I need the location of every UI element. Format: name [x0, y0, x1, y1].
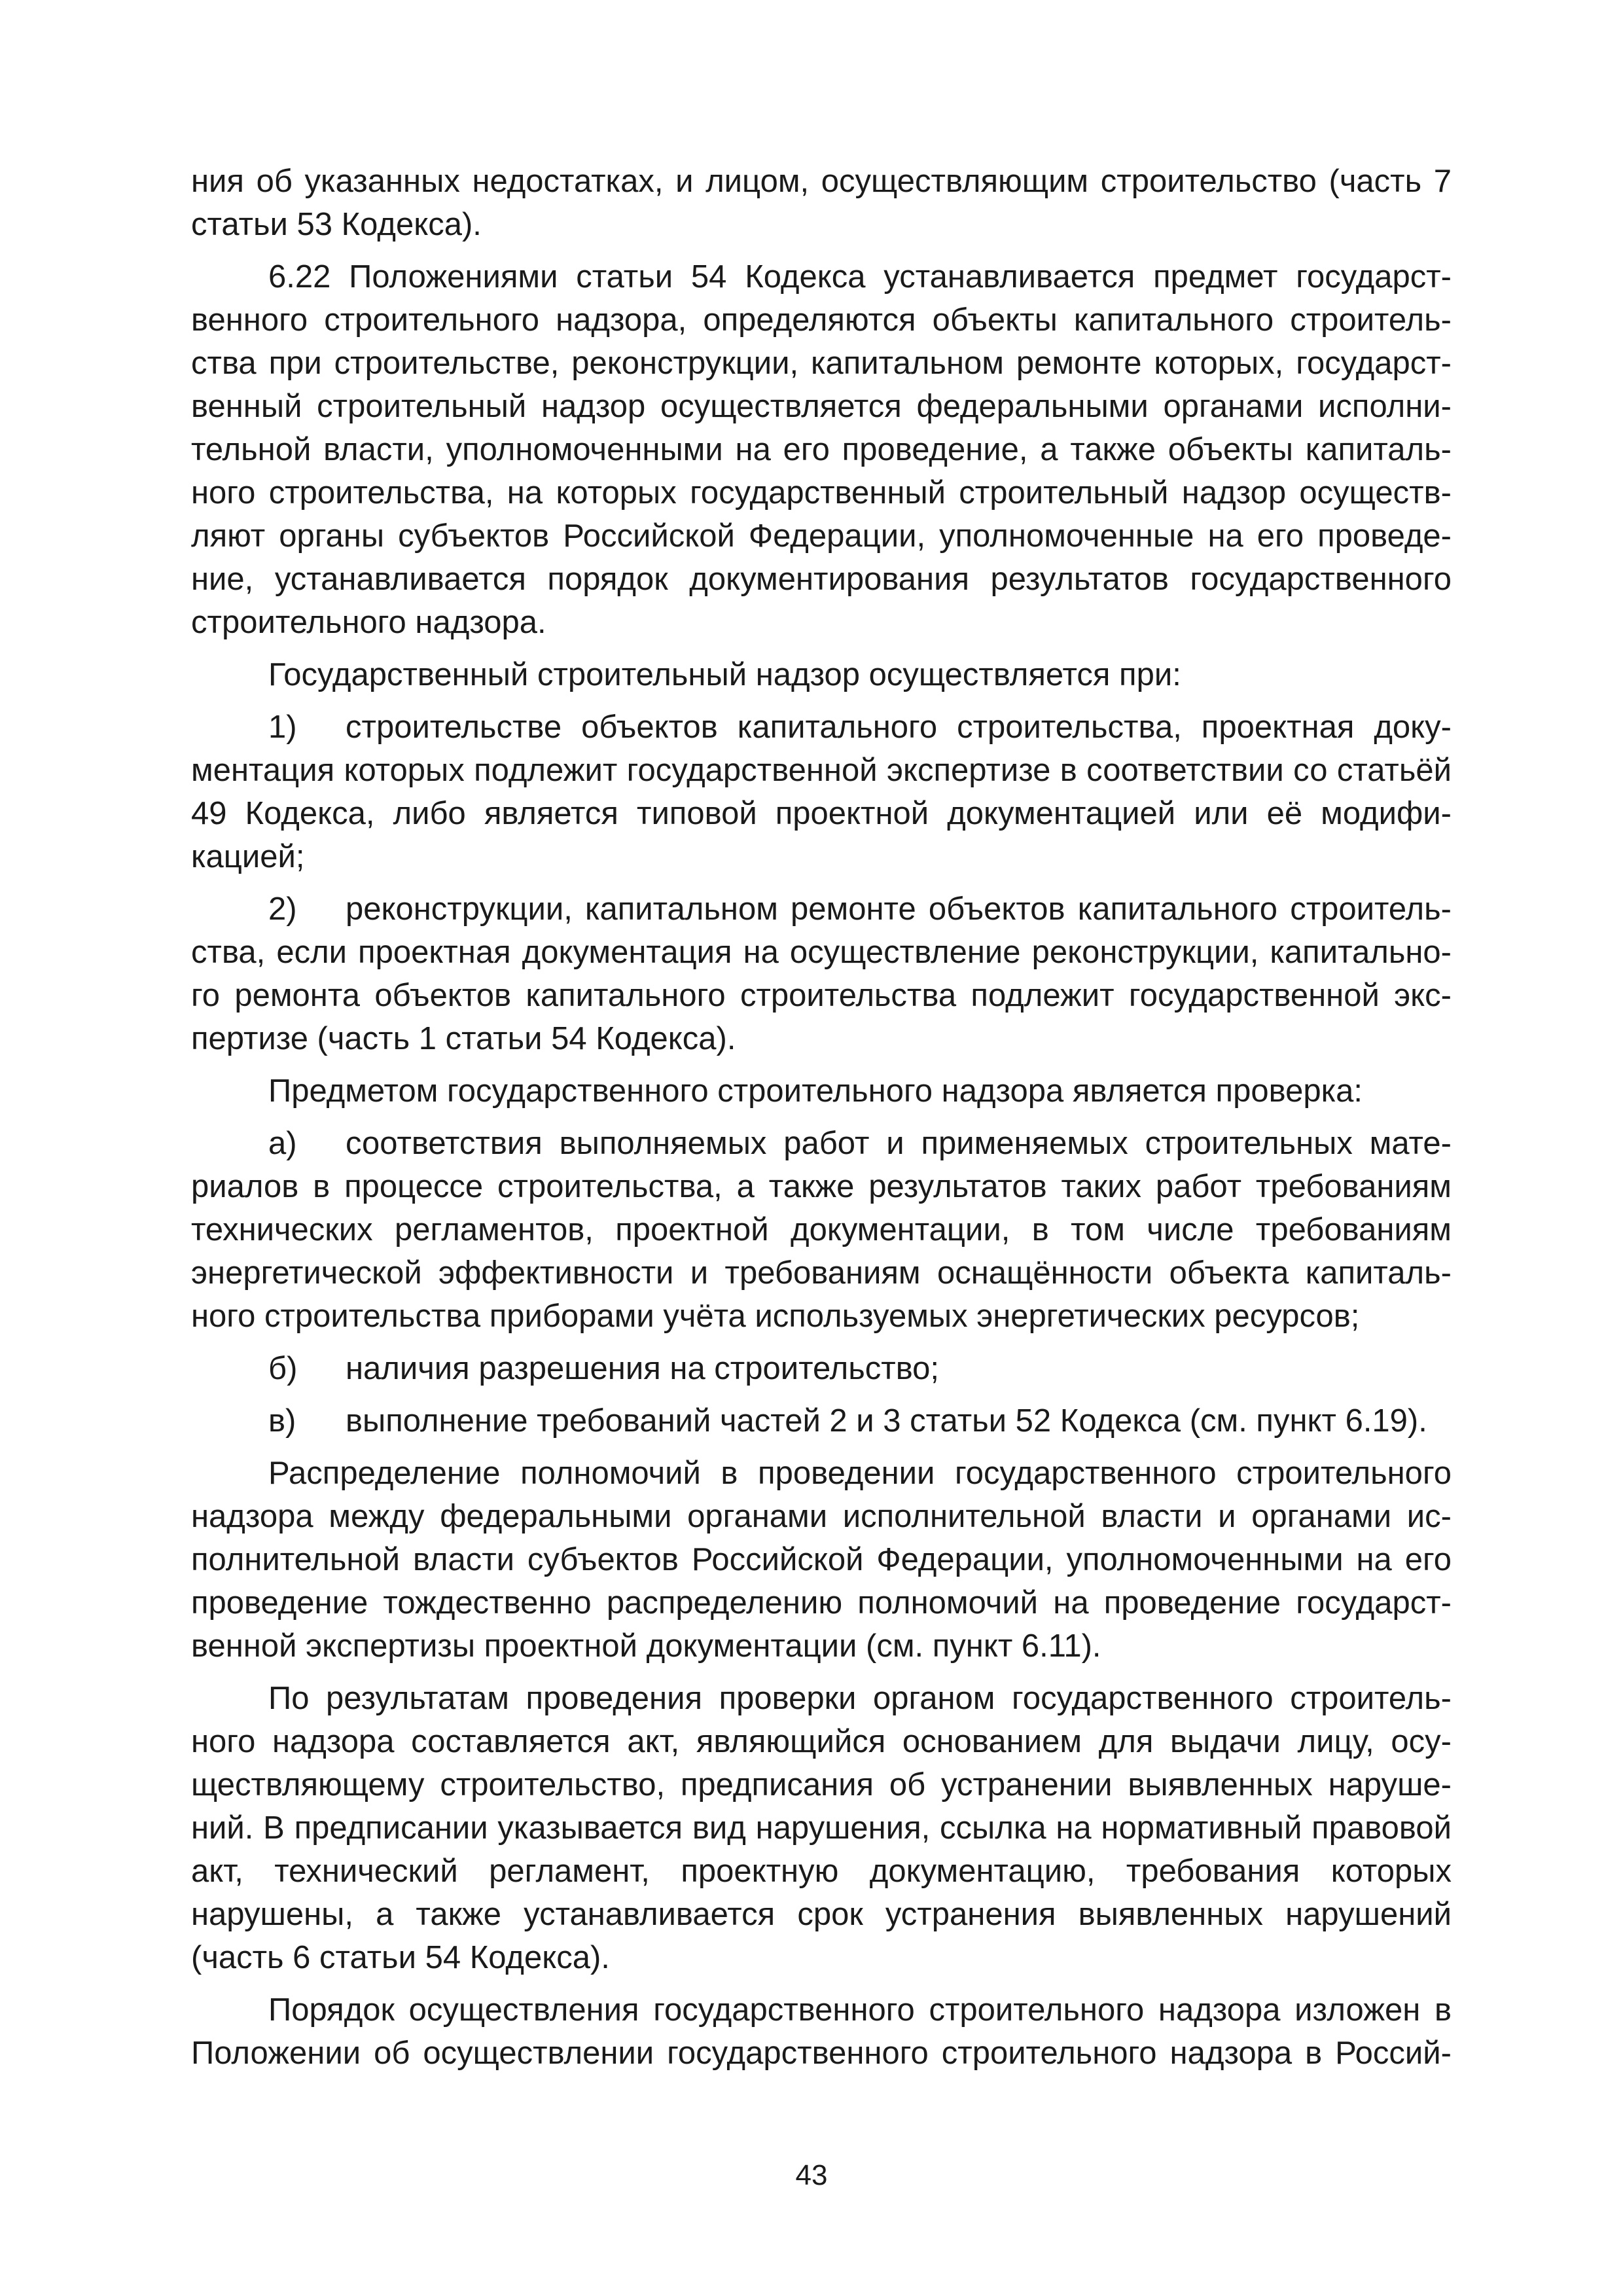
list-item-1 [191, 706, 1452, 878]
list-marker: а) [268, 1126, 297, 1161]
list-marker: 2) [268, 891, 297, 927]
paragraph-powers-distribution: Распределение полномочий в проведении государственного строительного надзора между федеральными органами исполнительной власти и органами исполнительной власти субъектов Российской Федерации, уполномоченными на его проведение тождественно распределению полномочий на проведение государственной экспертизы проектной документации (см. пункт 6.11). [191, 1456, 1452, 1664]
page-number: 43 [795, 2159, 828, 2191]
list-item-2 [191, 888, 1452, 1060]
paragraph-inspection-results: По результатам проведения проверки органом государственного строительного надзора составляется акт, являющийся основанием для выдачи лицу, осуществляющему строительство, предписания об устранении выявленных нарушений. В предписании указывается вид нарушения, ссылка на нормативный правовой акт, технический регламент, проектную документацию, требования которых нарушены, а также устанавливается срок устранения выявленных нарушений (часть 6 статьи 54 Кодекса). [191, 1681, 1452, 1975]
list-item-text: соответствия выполняемых работ и применяемых строительных материалов в процессе строительства, а также результатов таких работ требованиям технических регламентов, проектной документации, в том числе требованиям энергетической эффективности и требованиям оснащённости объекта капитального строительства приборами учёта используемых энергетических ресурсов; [191, 1126, 1452, 1334]
document-page [191, 160, 1452, 2084]
list-item-text: выполнение требований частей 2 и 3 статьи 52 Кодекса (см. пункт 6.19). [346, 1403, 1427, 1439]
list-item-text: наличия разрешения на строительство; [346, 1351, 940, 1386]
paragraph-6-22: 6.22 Положениями статьи 54 Кодекса устанавливается предмет государственного строительного надзора, определяются объекты капитального строительства при строительстве, реконструкции, капитальном ремонте которых, государственный строительный надзор осуществляется федеральными органами исполнительной власти, уполномоченными на его проведение, а также объекты капитального строительства, на которых государственный строительный надзор осуществляют органы субъектов Российской Федерации, уполномоченные на его проведение, устанавливается порядок документирования результатов государственного строительного надзора. [191, 259, 1452, 640]
list-marker: 1) [268, 709, 297, 745]
list-item-text: строительстве объектов капитального строительства, проектная документация которых подлежит государственной экспертизе в соответствии со статьёй 49 Кодекса, либо является типовой проектной документацией или её модификацией; [191, 709, 1452, 874]
list-item-b [191, 1347, 1452, 1390]
paragraph-procedure: Порядок осуществления государственного строительного надзора изложен в Положении об осуществлении государственного строительного надзора в Россий- [191, 1992, 1452, 2071]
list-item-a [191, 1122, 1452, 1338]
list-item-v [191, 1399, 1452, 1443]
paragraph-subject-intro: Предметом государственного строительного надзора является проверка: [268, 1073, 1363, 1109]
paragraph-supervision-cases-intro: Государственный строительный надзор осуществляется при: [268, 657, 1181, 692]
paragraph-continuation: ния об указанных недостатках, и лицом, осуществляющим строительство (часть 7 статьи 53 Кодекса). [191, 164, 1452, 242]
list-marker: в) [268, 1403, 296, 1439]
list-marker: б) [268, 1351, 298, 1386]
list-item-text: реконструкции, капитальном ремонте объектов капитального строительства, если проектная документация на осуществление реконструкции, капитального ремонта объектов капитального строительства подлежит государственной экспертизе (часть 1 статьи 54 Кодекса). [191, 891, 1452, 1056]
